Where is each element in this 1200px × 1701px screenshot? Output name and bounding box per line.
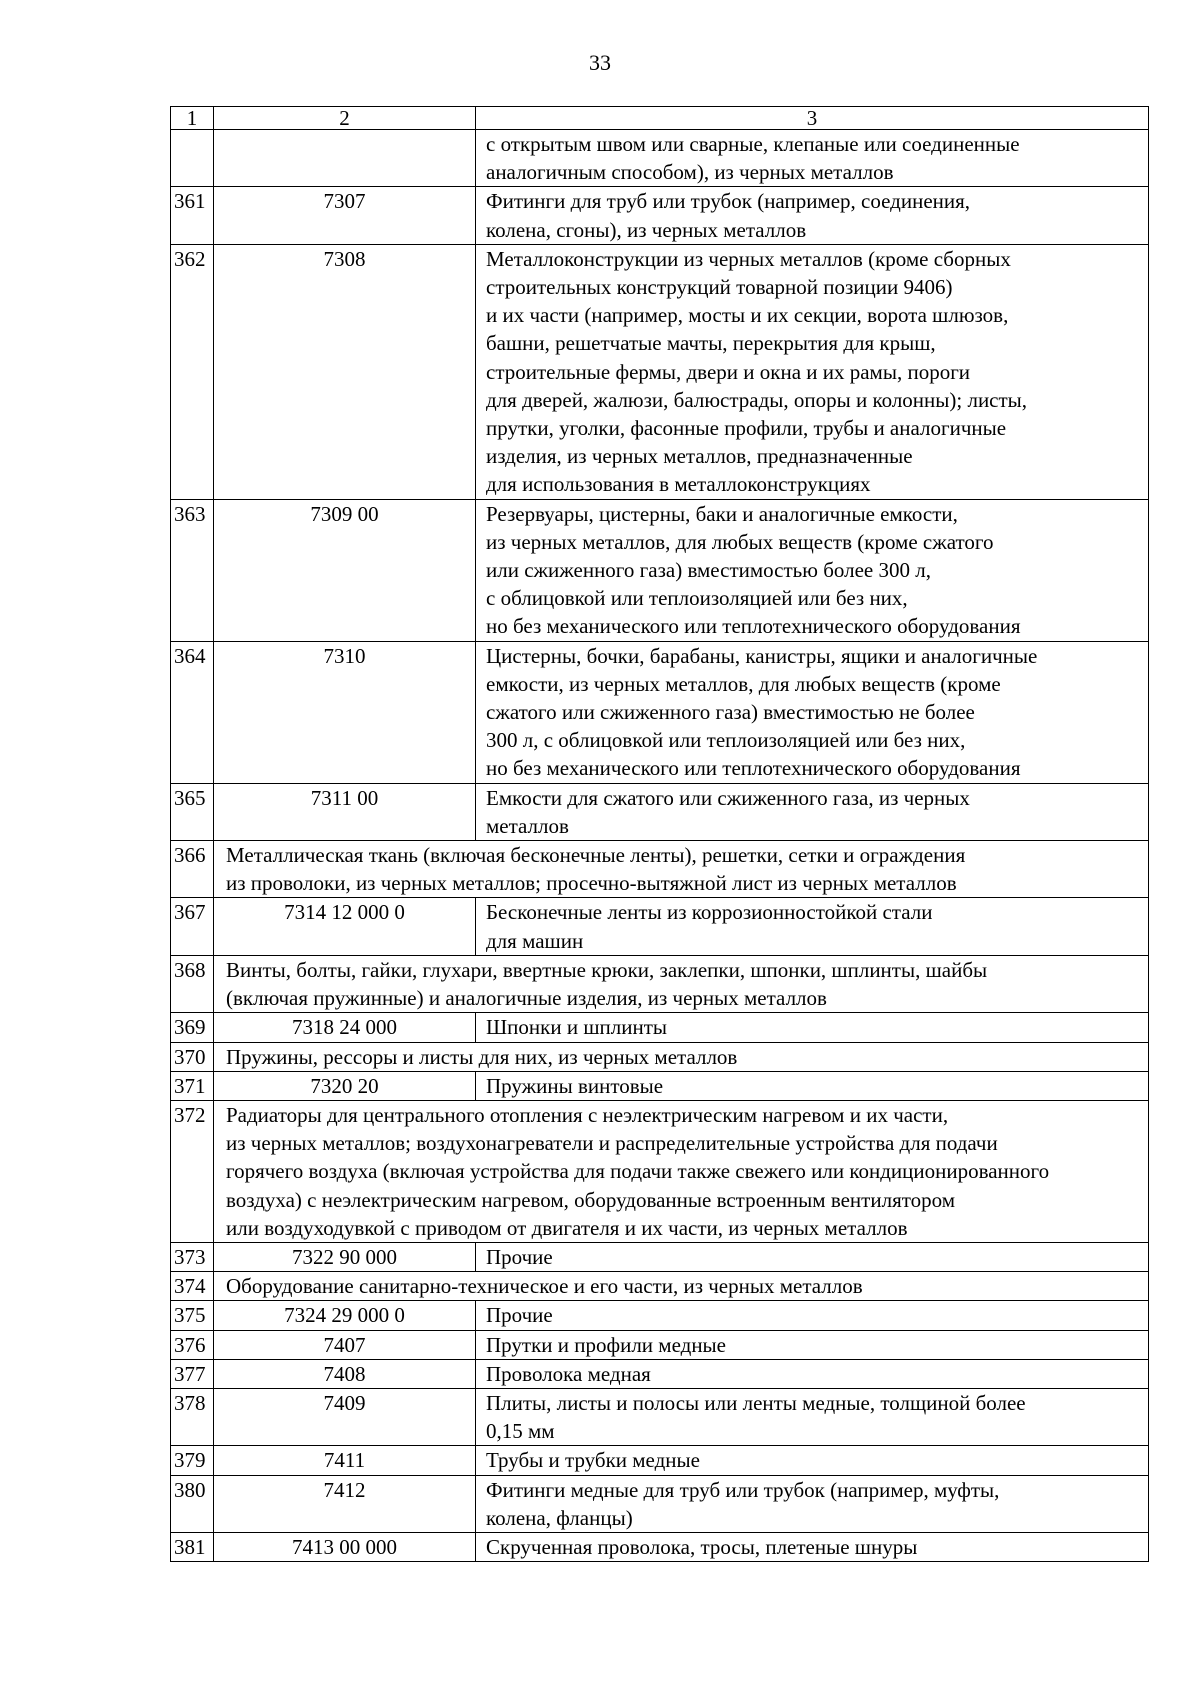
- item-description: Проволока медная: [476, 1359, 1149, 1388]
- item-description: Емкости для сжатого или сжиженного газа, из черных металлов: [476, 783, 1149, 840]
- row-number: 372: [171, 1100, 214, 1242]
- item-description: Прочие: [476, 1242, 1149, 1271]
- table-row: [171, 641, 1149, 783]
- row-number: 365: [171, 783, 214, 840]
- row-number: 375: [171, 1301, 214, 1330]
- group-description: Оборудование санитарно-техническое и его части, из черных металлов: [214, 1272, 1149, 1301]
- table-row: [171, 1272, 1149, 1301]
- item-description: Фитинги медные для труб или трубок (например, муфты, колена, фланцы): [476, 1475, 1149, 1532]
- table-header-row: [171, 107, 1149, 130]
- item-description: Фитинги для труб или трубок (например, соединения, колена, сгоны), из черных металлов: [476, 187, 1149, 244]
- row-number: 361: [171, 187, 214, 244]
- tnved-code: 7322 90 000: [214, 1242, 476, 1271]
- item-description: с открытым швом или сварные, клепаные или соединенные аналогичным способом), из черных металлов: [476, 130, 1149, 187]
- item-description: Прутки и профили медные: [476, 1330, 1149, 1359]
- item-description: Бесконечные ленты из коррозионностойкой стали для машин: [476, 898, 1149, 955]
- item-description: Трубы и трубки медные: [476, 1446, 1149, 1475]
- row-number: 364: [171, 641, 214, 783]
- header-col-2: 2: [214, 107, 476, 130]
- item-description: Резервуары, цистерны, баки и аналогичные емкости, из черных металлов, для любых веществ (кроме сжатого или сжиженного газа) вместимостью более 300 л, с облицовкой или теплоизоляцией или без них, но без механического или теплотехнического оборудования: [476, 499, 1149, 641]
- tnved-code: 7308: [214, 244, 476, 499]
- tnved-code: 7307: [214, 187, 476, 244]
- table-row: [171, 1532, 1149, 1561]
- table-row: [171, 1359, 1149, 1388]
- row-number: 369: [171, 1013, 214, 1042]
- tnved-code: 7324 29 000 0: [214, 1301, 476, 1330]
- row-number: 366: [171, 841, 214, 898]
- table-row: [171, 1301, 1149, 1330]
- row-number: 377: [171, 1359, 214, 1388]
- table-row: [171, 1388, 1149, 1445]
- tnved-code: 7320 20: [214, 1071, 476, 1100]
- row-number: 379: [171, 1446, 214, 1475]
- header-col-1: 1: [171, 107, 214, 130]
- table-row: [171, 244, 1149, 499]
- goods-table: [170, 106, 1149, 1562]
- tnved-code: 7412: [214, 1475, 476, 1532]
- table-row: [171, 898, 1149, 955]
- group-description: Пружины, рессоры и листы для них, из черных металлов: [214, 1042, 1149, 1071]
- group-description: Винты, болты, гайки, глухари, ввертные крюки, заклепки, шпонки, шплинты, шайбы (включая пружинные) и аналогичные изделия, из черных металлов: [214, 955, 1149, 1012]
- table-row: [171, 1071, 1149, 1100]
- row-number: 368: [171, 955, 214, 1012]
- row-number: [171, 130, 214, 187]
- group-description: Радиаторы для центрального отопления с неэлектрическим нагревом и их части, из черных металлов; воздухонагреватели и распределительные устройства для подачи горячего воздуха (включая устройства для подачи также свежего или кондиционированного воздуха) с неэлектрическим нагревом, оборудованные встроенным вентилятором или воздуходувкой с приводом от двигателя и их части, из черных металлов: [214, 1100, 1149, 1242]
- tnved-code: 7310: [214, 641, 476, 783]
- row-number: 381: [171, 1532, 214, 1561]
- table-row: [171, 783, 1149, 840]
- item-description: Цистерны, бочки, барабаны, канистры, ящики и аналогичные емкости, из черных металлов, для любых веществ (кроме сжатого или сжиженного газа) вместимостью не более 300 л, с облицовкой или теплоизоляцией или без них, но без механического или теплотехнического оборудования: [476, 641, 1149, 783]
- table-row: [171, 499, 1149, 641]
- row-number: 380: [171, 1475, 214, 1532]
- table-row: [171, 187, 1149, 244]
- item-description: Пружины винтовые: [476, 1071, 1149, 1100]
- page-number: 33: [589, 50, 611, 75]
- tnved-code: 7309 00: [214, 499, 476, 641]
- table-row: [171, 1242, 1149, 1271]
- row-number: 373: [171, 1242, 214, 1271]
- tnved-code: 7311 00: [214, 783, 476, 840]
- item-description: Скрученная проволока, тросы, плетеные шнуры: [476, 1532, 1149, 1561]
- row-number: 362: [171, 244, 214, 499]
- tnved-code: 7408: [214, 1359, 476, 1388]
- item-description: Металлоконструкции из черных металлов (кроме сборных строительных конструкций товарной позиции 9406) и их части (например, мосты и их секции, ворота шлюзов, башни, решетчатые мачты, перекрытия для крыш, строительные фермы, двери и окна и их рамы, пороги для дверей, жалюзи, балюстрады, опоры и колонны); листы, прутки, уголки, фасонные профили, трубы и аналогичные изделия, из черных металлов, предназначенные для использования в металлоконструкциях: [476, 244, 1149, 499]
- tnved-code: [214, 130, 476, 187]
- header-col-3: 3: [476, 107, 1149, 130]
- tnved-code: 7409: [214, 1388, 476, 1445]
- table-row: [171, 955, 1149, 1012]
- table-row: [171, 1013, 1149, 1042]
- table-row: [171, 130, 1149, 187]
- table-row: [171, 1330, 1149, 1359]
- row-number: 371: [171, 1071, 214, 1100]
- item-description: Прочие: [476, 1301, 1149, 1330]
- row-number: 370: [171, 1042, 214, 1071]
- row-number: 374: [171, 1272, 214, 1301]
- row-number: 367: [171, 898, 214, 955]
- tnved-code: 7314 12 000 0: [214, 898, 476, 955]
- tnved-code: 7413 00 000: [214, 1532, 476, 1561]
- table-row: [171, 1475, 1149, 1532]
- tnved-code: 7407: [214, 1330, 476, 1359]
- table-row: [171, 841, 1149, 898]
- row-number: 363: [171, 499, 214, 641]
- item-description: Шпонки и шплинты: [476, 1013, 1149, 1042]
- row-number: 376: [171, 1330, 214, 1359]
- tnved-code: 7318 24 000: [214, 1013, 476, 1042]
- table-row: [171, 1100, 1149, 1242]
- table-row: [171, 1446, 1149, 1475]
- table-row: [171, 1042, 1149, 1071]
- row-number: 378: [171, 1388, 214, 1445]
- item-description: Плиты, листы и полосы или ленты медные, толщиной более 0,15 мм: [476, 1388, 1149, 1445]
- tnved-code: 7411: [214, 1446, 476, 1475]
- group-description: Металлическая ткань (включая бесконечные ленты), решетки, сетки и ограждения из проволоки, из черных металлов; просечно-вытяжной лист из черных металлов: [214, 841, 1149, 898]
